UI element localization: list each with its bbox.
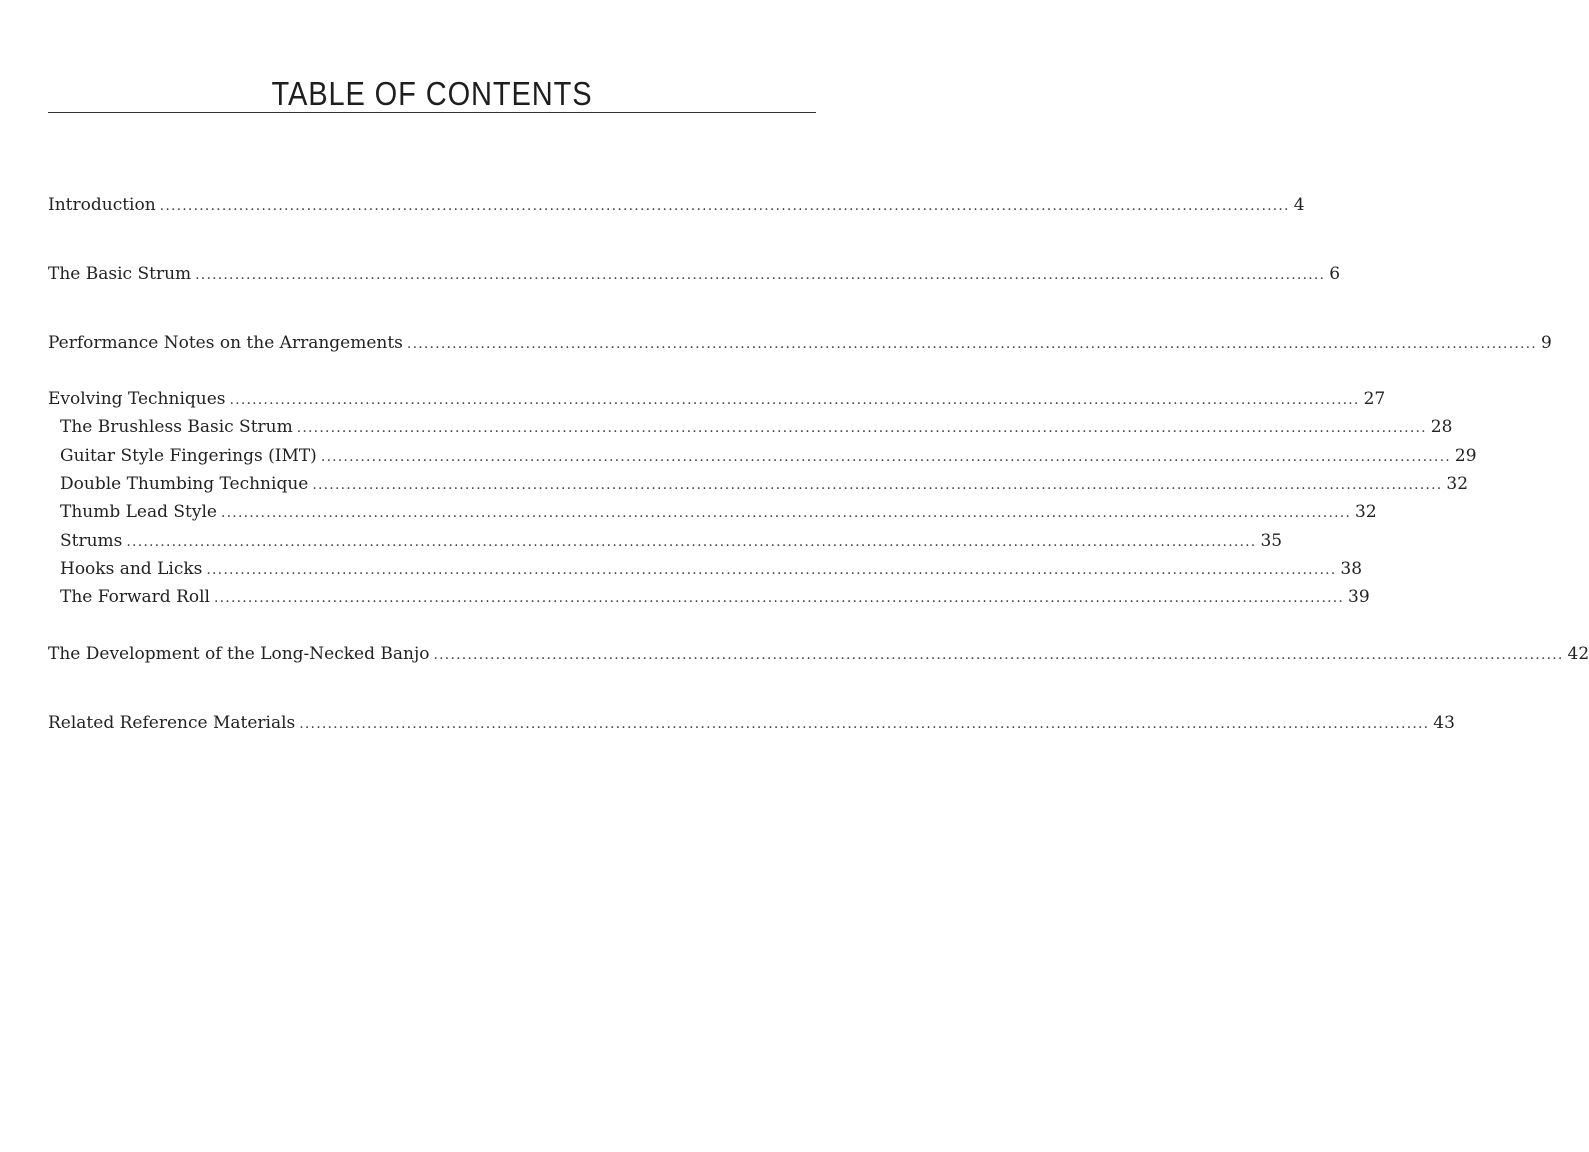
dot-leader: ........................................................................................................................................................................................................ bbox=[296, 420, 1427, 436]
toc-entry-label: The Development of the Long-Necked Banjo bbox=[48, 644, 430, 664]
toc-entry-label: Guitar Style Fingerings (IMT) bbox=[60, 446, 317, 466]
toc-entry-label: The Forward Roll bbox=[60, 587, 210, 607]
dot-leader: ........................................................................................................................................................................................................ bbox=[229, 392, 1360, 408]
toc-entry-related-reference bbox=[48, 711, 1455, 736]
toc-subentry-guitar-style-fingerings bbox=[60, 444, 1477, 469]
toc-entry-page-number: 35 bbox=[1260, 531, 1283, 551]
dot-leader: ........................................................................................................................................................................................................ bbox=[312, 477, 1443, 493]
toc-entry-label: Strums bbox=[60, 531, 123, 551]
toc-entry-page-number: 32 bbox=[1355, 502, 1377, 522]
toc-entry-page-number: 42 bbox=[1567, 644, 1589, 664]
toc-entry-introduction bbox=[48, 193, 1305, 218]
toc-subentry-strums bbox=[60, 529, 1283, 554]
toc-subentry-forward-roll bbox=[60, 585, 1370, 610]
toc-entry-label: Introduction bbox=[48, 195, 156, 215]
dot-leader: ........................................................................................................................................................................................................ bbox=[195, 267, 1326, 283]
dot-leader: ........................................................................................................................................................................................................ bbox=[406, 336, 1537, 352]
toc-subentry-thumb-lead-style bbox=[60, 500, 1377, 525]
toc-entry-evolving-techniques bbox=[48, 387, 1386, 412]
toc-entry-performance-notes bbox=[48, 331, 1552, 356]
dot-leader: ........................................................................................................................................................................................................ bbox=[221, 505, 1352, 521]
toc-entry-label: Thumb Lead Style bbox=[60, 502, 217, 522]
dot-leader: ........................................................................................................................................................................................................ bbox=[206, 562, 1337, 578]
toc-entry-label: Double Thumbing Technique bbox=[60, 474, 309, 494]
dot-leader: ........................................................................................................................................................................................................ bbox=[126, 534, 1257, 550]
toc-subentry-double-thumbing bbox=[60, 472, 1469, 497]
dot-leader: ........................................................................................................................................................................................................ bbox=[214, 590, 1345, 606]
toc-entry-label: The Basic Strum bbox=[48, 264, 192, 284]
toc-entry-page-number: 32 bbox=[1446, 474, 1469, 494]
dot-leader: ........................................................................................................................................................................................................ bbox=[159, 198, 1290, 214]
toc-entry-label: Evolving Techniques bbox=[48, 389, 226, 409]
toc-entry-page-number: 38 bbox=[1340, 559, 1363, 579]
dot-leader: ........................................................................................................................................................................................................ bbox=[433, 647, 1564, 663]
toc-entry-page-number: 29 bbox=[1454, 446, 1477, 466]
page-title: TABLE OF CONTENTS bbox=[271, 75, 593, 112]
toc-entry-long-necked-banjo bbox=[48, 642, 1589, 667]
toc-entry-page-number: 28 bbox=[1430, 417, 1453, 437]
dot-leader: ........................................................................................................................................................................................................ bbox=[299, 716, 1430, 732]
toc-entry-label: Performance Notes on the Arrangements bbox=[48, 333, 403, 353]
toc-subentry-brushless-basic-strum bbox=[60, 415, 1453, 440]
toc-entry-label: The Brushless Basic Strum bbox=[60, 417, 293, 437]
toc-entry-page-number: 4 bbox=[1293, 195, 1305, 215]
toc-entry-label: Related Reference Materials bbox=[48, 713, 296, 733]
toc-entry-page-number: 43 bbox=[1433, 713, 1455, 733]
toc-entry-page-number: 9 bbox=[1540, 333, 1552, 353]
toc-subentry-hooks-and-licks bbox=[60, 557, 1363, 582]
toc-entry-basic-strum bbox=[48, 262, 1341, 287]
toc-entry-page-number: 39 bbox=[1348, 587, 1370, 607]
toc-entry-label: Hooks and Licks bbox=[60, 559, 203, 579]
toc-entry-page-number: 6 bbox=[1329, 264, 1341, 284]
toc-entry-page-number: 27 bbox=[1363, 389, 1386, 409]
dot-leader: ........................................................................................................................................................................................................ bbox=[320, 449, 1451, 465]
